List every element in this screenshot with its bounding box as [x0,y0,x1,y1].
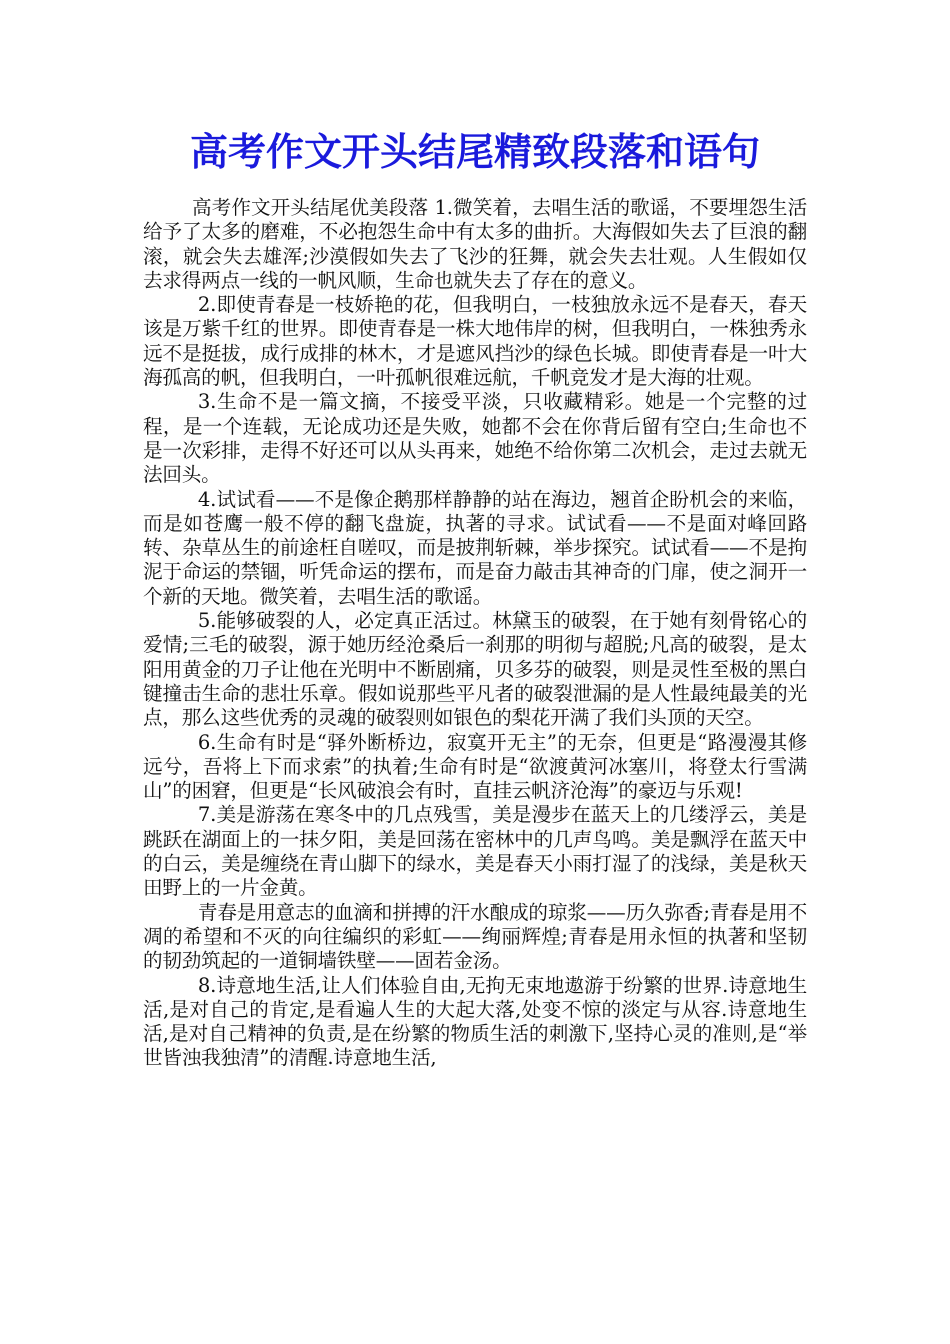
document-body [143,196,807,1071]
paragraph-6: 6.生命有时是“驿外断桥边，寂寞开无主”的无奈，但更是“路漫漫其修远兮，吾将上下而求索”的执着;生命有时是“欲渡黄河冰塞川，将登太行雪满山”的困窘，但更是“长风破浪会有时，直挂云帆济沧海”的豪迈与乐观! [143,730,807,803]
paragraph-3: 3.生命不是一篇文摘，不接受平淡，只收藏精彩。她是一个完整的过程，是一个连载，无论成功还是失败，她都不会在你背后留有空白;生命也不是一次彩排，走得不好还可以从头再来，她绝不给你第二次机会，走过去就无法回头。 [143,390,807,487]
document-title: 高考作文开头结尾精致段落和语句 [189,129,760,174]
paragraph-1: 高考作文开头结尾优美段落 1.微笑着，去唱生活的歌谣，不要埋怨生活给予了太多的磨难，不必抱怨生命中有太多的曲折。大海假如失去了巨浪的翻滚，就会失去雄浑;沙漠假如失去了飞沙的狂舞，就会失去壮观。人生假如仅去求得两点一线的一帆风顺，生命也就失去了存在的意义。 [143,196,807,292]
paragraph-8: 青春是用意志的血滴和拼搏的汗水酿成的琼浆——历久弥香;青春是用不凋的希望和不灭的向往编织的彩虹——绚丽辉煌;青春是用永恒的执著和坚韧的韧劲筑起的一道铜墙铁壁——固若金汤。 [143,900,807,973]
paragraph-4: 4.试试看——不是像企鹅那样静静的站在海边，翘首企盼机会的来临，而是如苍鹰一般不停的翻飞盘旋，执著的寻求。试试看——不是面对峰回路转、杂草丛生的前途枉自嗟叹，而是披荆斩棘，举步探究。试试看——不是拘泥于命运的禁锢，听凭命运的摆布，而是奋力敲击其神奇的门扉，使之洞开一个新的天地。微笑着，去唱生活的歌谣。 [143,487,807,608]
paragraph-5: 5.能够破裂的人，必定真正活过。林黛玉的破裂，在于她有刻骨铭心的爱情;三毛的破裂，源于她历经沧桑后一刹那的明彻与超脱;凡高的破裂，是太阳用黄金的刀子让他在光明中不断剧痛，贝多芬的破裂，则是灵性至极的黑白键撞击生命的悲壮乐章。假如说那些平凡者的破裂泄漏的是人性最纯最美的光点，那么这些优秀的灵魂的破裂则如银色的梨花开满了我们头顶的天空。 [143,609,807,730]
paragraph-2: 2.即使青春是一枝娇艳的花，但我明白，一枝独放永远不是春天，春天该是万紫千红的世界。即使青春是一株大地伟岸的树，但我明白，一株独秀永远不是挺拔，成行成排的林木，才是遮风挡沙的绿色长城。即使青春是一叶大海孤高的帆，但我明白，一叶孤帆很难远航，千帆竞发才是大海的壮观。 [143,293,807,390]
paragraph-9: 8.诗意地生活,让人们体验自由,无拘无束地遨游于纷繁的世界.诗意地生活,是对自己的肯定,是看遍人生的大起大落,处变不惊的淡定与从容.诗意地生活,是对自己精神的负责,是在纷繁的物质生活的刺激下,坚持心灵的准则,是“举世皆浊我独清”的清醒.诗意地生活, [143,973,807,1070]
paragraph-7: 7.美是游荡在寒冬中的几点残雪，美是漫步在蓝天上的几缕浮云，美是跳跃在湖面上的一抹夕阳，美是回荡在密林中的几声鸟鸣。美是飘浮在蓝天中的白云，美是缠绕在青山脚下的绿水，美是春天小雨打湿了的浅绿，美是秋天田野上的一片金黄。 [143,803,807,900]
